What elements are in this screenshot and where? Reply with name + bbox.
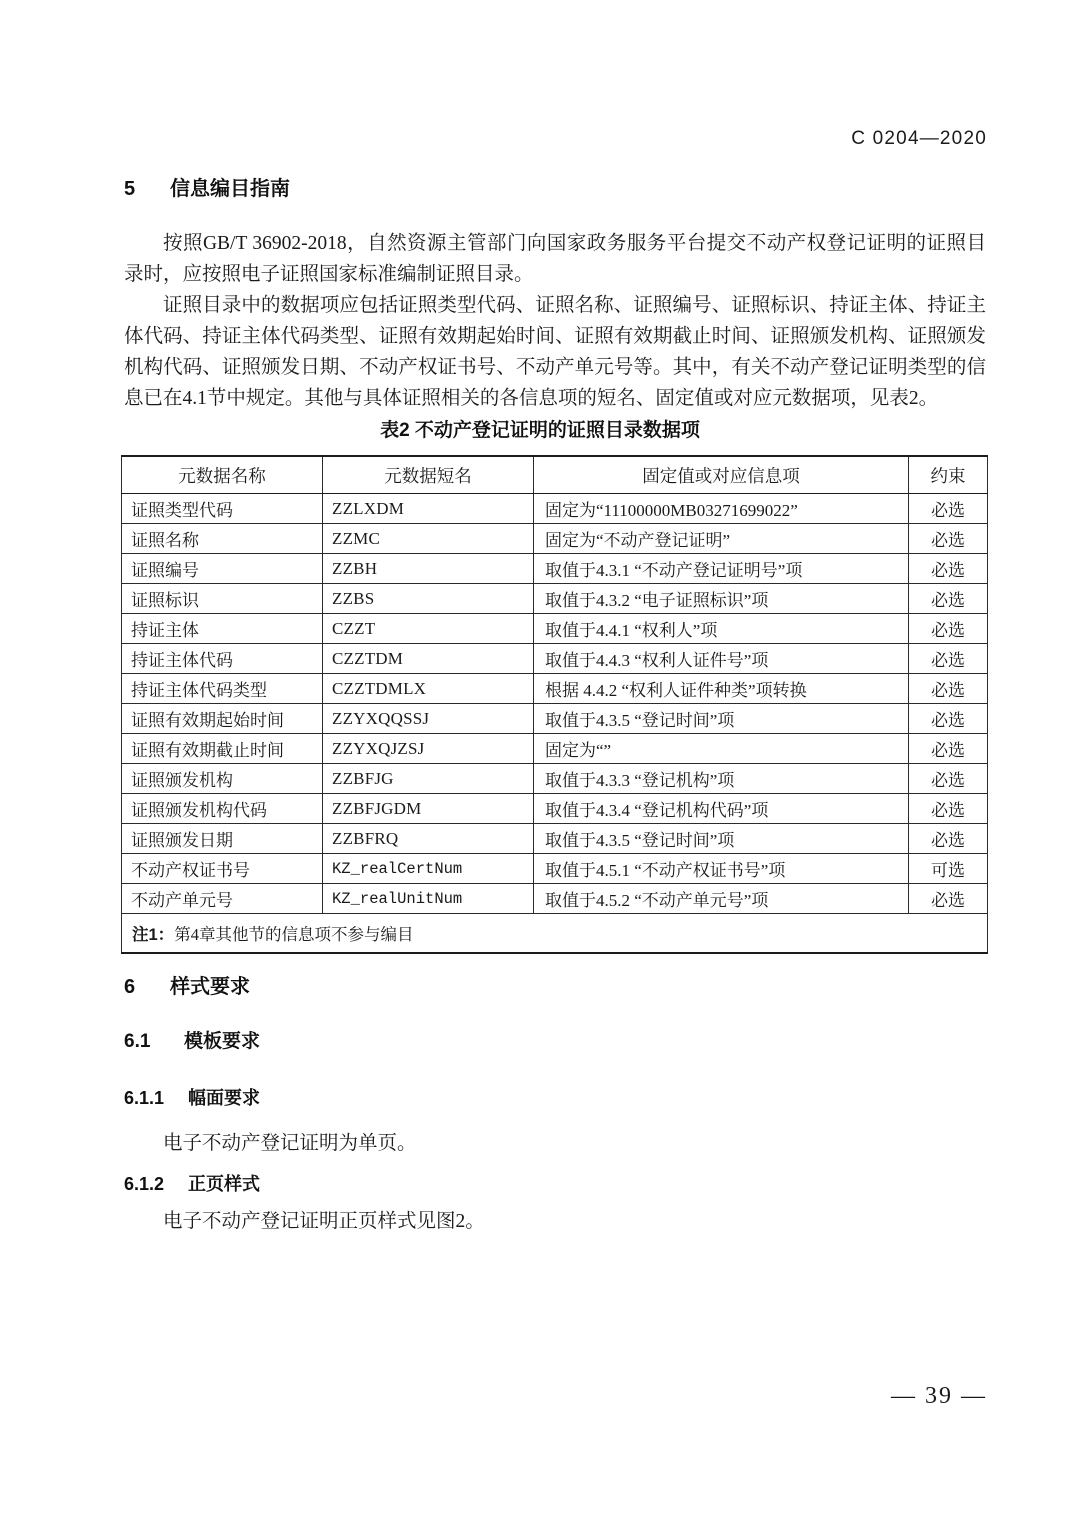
table-row bbox=[122, 884, 988, 914]
cell-short-name: CZZT bbox=[323, 614, 534, 644]
cell-metadata-name: 证照有效期截止时间 bbox=[122, 734, 323, 764]
cell-metadata-name: 证照有效期起始时间 bbox=[122, 704, 323, 734]
cell-fixed-value: 固定为“” bbox=[534, 734, 909, 764]
cell-fixed-value: 取值于4.3.2 “电子证照标识”项 bbox=[534, 584, 909, 614]
table-row bbox=[122, 794, 988, 824]
section-heading-5 bbox=[124, 172, 290, 201]
table-row bbox=[122, 734, 988, 764]
table-note-text: 第4章其他节的信息项不参与编目 bbox=[174, 925, 414, 944]
cell-constraint: 必选 bbox=[909, 764, 988, 794]
table-row bbox=[122, 824, 988, 854]
table-note-label: 注1： bbox=[132, 926, 175, 944]
cell-short-name: ZZBFRQ bbox=[323, 824, 534, 854]
cell-constraint: 必选 bbox=[909, 644, 988, 674]
cell-short-name: CZZTDM bbox=[323, 644, 534, 674]
cell-short-name: ZZBH bbox=[323, 554, 534, 584]
table-row bbox=[122, 494, 988, 524]
cell-constraint: 必选 bbox=[909, 524, 988, 554]
cell-short-name: ZZYXQJZSJ bbox=[323, 734, 534, 764]
cell-fixed-value: 取值于4.3.1 “不动产登记证明号”项 bbox=[534, 554, 909, 584]
table-note-row bbox=[122, 914, 988, 954]
section-title-5: 信息编目指南 bbox=[170, 178, 290, 200]
section-number-6-1-1: 6.1.1 bbox=[124, 1088, 165, 1108]
cell-fixed-value: 取值于4.3.5 “登记时间”项 bbox=[534, 704, 909, 734]
cell-short-name: KZ_realCertNum bbox=[323, 854, 534, 884]
table-row bbox=[122, 554, 988, 584]
metadata-table bbox=[121, 455, 988, 954]
cell-constraint: 必选 bbox=[909, 734, 988, 764]
cell-constraint: 必选 bbox=[909, 494, 988, 524]
cell-fixed-value: 取值于4.5.1 “不动产权证书号”项 bbox=[534, 854, 909, 884]
cell-metadata-name: 不动产单元号 bbox=[122, 884, 323, 914]
cell-constraint: 必选 bbox=[909, 824, 988, 854]
section-number-6: 6 bbox=[124, 976, 136, 998]
cell-constraint: 必选 bbox=[909, 584, 988, 614]
cell-metadata-name: 证照编号 bbox=[122, 554, 323, 584]
cell-short-name: ZZLXDM bbox=[323, 494, 534, 524]
section-heading-6-1 bbox=[124, 1026, 260, 1053]
section-title-6-1-1: 幅面要求 bbox=[188, 1088, 260, 1108]
section-number-5: 5 bbox=[124, 178, 136, 200]
cell-short-name: ZZMC bbox=[323, 524, 534, 554]
cell-metadata-name: 证照名称 bbox=[122, 524, 323, 554]
cell-fixed-value: 取值于4.3.3 “登记机构”项 bbox=[534, 764, 909, 794]
column-header-constraint: 约束 bbox=[909, 456, 988, 494]
section-title-6-1-2: 正页样式 bbox=[188, 1174, 260, 1194]
table-row bbox=[122, 584, 988, 614]
table-header-row bbox=[122, 456, 988, 494]
table-body bbox=[122, 494, 988, 954]
cell-fixed-value: 取值于4.5.2 “不动产单元号”项 bbox=[534, 884, 909, 914]
cell-short-name: ZZBS bbox=[323, 584, 534, 614]
cell-metadata-name: 证照类型代码 bbox=[122, 494, 323, 524]
cell-constraint: 必选 bbox=[909, 884, 988, 914]
cell-short-name: ZZBFJG bbox=[323, 764, 534, 794]
cell-constraint: 必选 bbox=[909, 554, 988, 584]
column-header-metadata-name: 元数据名称 bbox=[122, 456, 323, 494]
paragraph-2: 证照目录中的数据项应包括证照类型代码、证照名称、证照编号、证照标识、持证主体、持证主体代码、持证主体代码类型、证照有效期起始时间、证照有效期截止时间、证照颁发机构、证照颁发机构代码、证照颁发日期、不动产权证书号、不动产单元号等。其中，有关不动产登记证明类型的信息已在4.1节中规定。其他与具体证照相关的各信息项的短名、固定值或对应元数据项，见表2。 bbox=[124, 295, 986, 409]
column-header-metadata-short-name: 元数据短名 bbox=[323, 456, 534, 494]
cell-fixed-value: 固定为“11100000MB03271699022” bbox=[534, 494, 909, 524]
cell-fixed-value: 取值于4.3.4 “登记机构代码”项 bbox=[534, 794, 909, 824]
cell-constraint: 必选 bbox=[909, 704, 988, 734]
table-row bbox=[122, 644, 988, 674]
paragraph-1: 按照GB/T 36902-2018，自然资源主管部门向国家政务服务平台提交不动产权登记证明的证照目录时，应按照电子证照国家标准编制证照目录。 bbox=[124, 233, 986, 285]
cell-fixed-value: 根据 4.4.2 “权利人证件种类”项转换 bbox=[534, 674, 909, 704]
cell-short-name: KZ_realUnitNum bbox=[323, 884, 534, 914]
section-number-6-1-2: 6.1.2 bbox=[124, 1174, 165, 1194]
cell-fixed-value: 取值于4.4.1 “权利人”项 bbox=[534, 614, 909, 644]
standard-code-header: C 0204—2020 bbox=[851, 128, 987, 149]
cell-metadata-name: 证照颁发机构 bbox=[122, 764, 323, 794]
table-row bbox=[122, 854, 988, 884]
table-row bbox=[122, 674, 988, 704]
cell-constraint: 必选 bbox=[909, 794, 988, 824]
table-row bbox=[122, 614, 988, 644]
cell-constraint: 必选 bbox=[909, 614, 988, 644]
section-heading-6 bbox=[124, 970, 250, 999]
cell-metadata-name: 证照标识 bbox=[122, 584, 323, 614]
cell-fixed-value: 取值于4.3.5 “登记时间”项 bbox=[534, 824, 909, 854]
section-heading-6-1-2 bbox=[124, 1170, 260, 1196]
section-title-6-1: 模板要求 bbox=[184, 1031, 261, 1052]
cell-constraint: 必选 bbox=[909, 674, 988, 704]
column-header-fixed-value: 固定值或对应信息项 bbox=[534, 456, 909, 494]
paragraph-4: 电子不动产登记证明正页样式见图2。 bbox=[163, 1211, 485, 1232]
paragraph-3: 电子不动产登记证明为单页。 bbox=[163, 1133, 417, 1154]
table-row bbox=[122, 764, 988, 794]
cell-metadata-name: 不动产权证书号 bbox=[122, 854, 323, 884]
cell-short-name: CZZTDMLX bbox=[323, 674, 534, 704]
metadata-table-wrapper bbox=[121, 455, 987, 954]
cell-metadata-name: 持证主体代码 bbox=[122, 644, 323, 674]
table-caption: 表2 不动产登记证明的证照目录数据项 bbox=[380, 420, 700, 441]
section-number-6-1: 6.1 bbox=[124, 1031, 151, 1052]
cell-short-name: ZZYXQQSSJ bbox=[323, 704, 534, 734]
cell-metadata-name: 证照颁发机构代码 bbox=[122, 794, 323, 824]
cell-fixed-value: 固定为“不动产登记证明” bbox=[534, 524, 909, 554]
section-heading-6-1-1 bbox=[124, 1084, 260, 1110]
cell-metadata-name: 证照颁发日期 bbox=[122, 824, 323, 854]
page-number: — 39 — bbox=[891, 1383, 987, 1409]
cell-metadata-name: 持证主体代码类型 bbox=[122, 674, 323, 704]
cell-short-name: ZZBFJGDM bbox=[323, 794, 534, 824]
cell-constraint: 可选 bbox=[909, 854, 988, 884]
table-row bbox=[122, 704, 988, 734]
cell-metadata-name: 持证主体 bbox=[122, 614, 323, 644]
cell-fixed-value: 取值于4.4.3 “权利人证件号”项 bbox=[534, 644, 909, 674]
table-note-cell bbox=[122, 914, 988, 954]
table-row bbox=[122, 524, 988, 554]
section-title-6: 样式要求 bbox=[170, 976, 250, 998]
